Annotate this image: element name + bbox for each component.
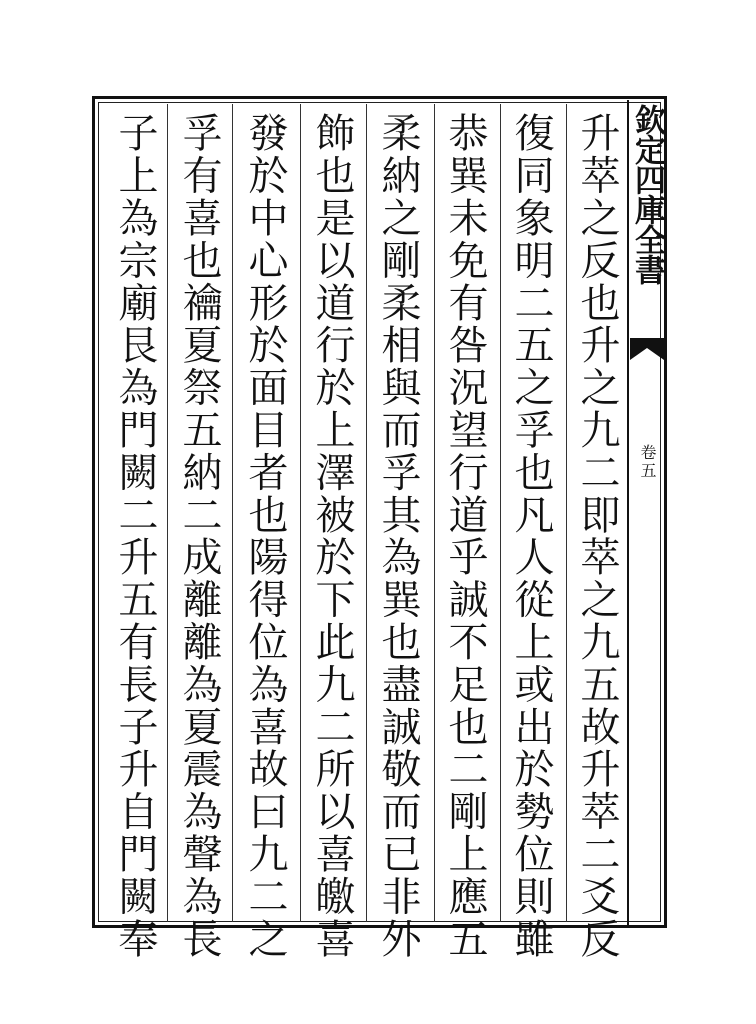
text-column-2 xyxy=(506,112,556,960)
fishtail-mark-icon xyxy=(630,338,664,360)
column-rule xyxy=(167,104,168,922)
column-rule xyxy=(232,104,233,922)
column-text: 升萃之反也升之九二即萃之九五故升萃二爻反 xyxy=(574,112,620,960)
column-text: 復同象明二五之孚也凡人從上或出於勢位則雖 xyxy=(508,112,554,960)
column-text: 恭巽未免有咎況望行道乎誠不足也二剛上應五 xyxy=(442,112,488,960)
column-rule xyxy=(434,104,435,922)
text-column-6 xyxy=(240,112,290,960)
column-rule xyxy=(500,104,501,922)
text-column-4 xyxy=(373,112,423,960)
column-text: 發於中心形於面目者也陽得位為喜故曰九二之 xyxy=(242,112,288,960)
column-text: 飾也是以道行於上澤被於下此九二所以喜皦喜 xyxy=(309,112,355,960)
text-column-1 xyxy=(572,112,622,960)
text-column-5 xyxy=(307,112,357,960)
volume-label: 卷五 xyxy=(638,444,657,480)
column-rule xyxy=(300,104,301,922)
column-text: 子上為宗廟艮為門闕二升五有長子升自門闕奉 xyxy=(112,112,158,960)
column-text: 孚有喜也禴夏祭五納二成離離為夏震為聲為長 xyxy=(176,112,222,960)
column-rule xyxy=(366,104,367,922)
text-column-7 xyxy=(174,112,224,960)
text-column-3 xyxy=(440,112,490,960)
text-column-8 xyxy=(110,112,160,960)
column-text: 柔納之剛柔相與而孚其為巽也盡誠敬而已非外 xyxy=(375,112,421,960)
book-title: 欽定四庫全書 xyxy=(629,104,665,284)
column-rule xyxy=(566,104,567,922)
